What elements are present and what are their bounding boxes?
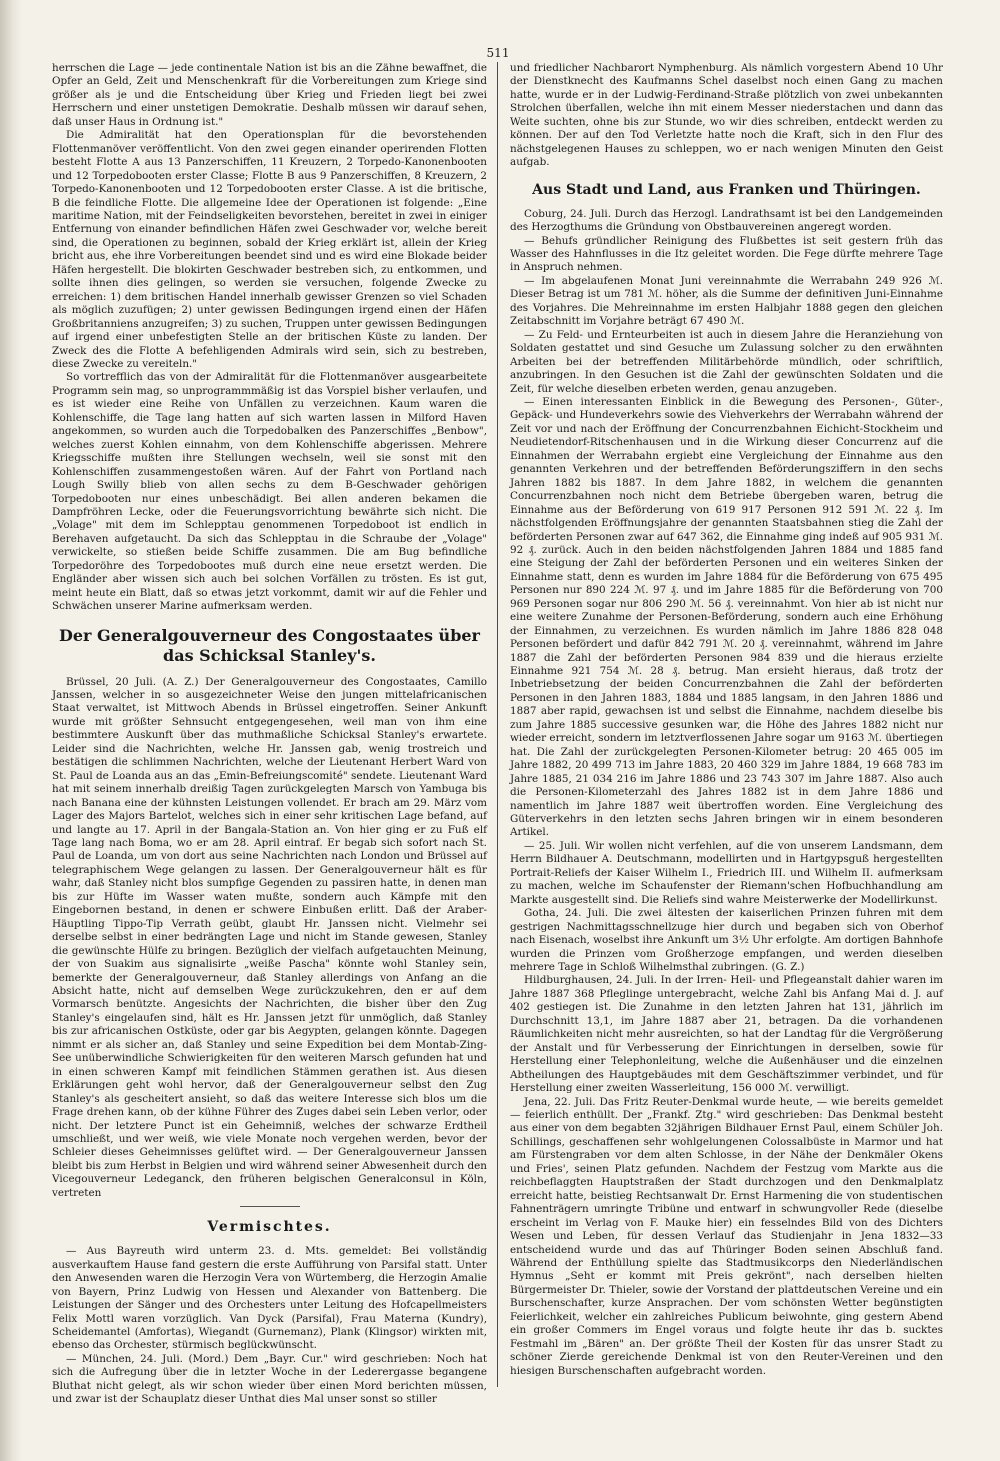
section-divider	[240, 1206, 300, 1207]
article-paragraph: Brüssel, 20 Juli. (A. Z.) Der Generalgouverneur des Congostaates, Camillo Janssen, welcher in so ausgezeichneter Weise den jungen mittelafricanischen Staat verwaltet, ist Mittwoch Abends in Brüssel eingetroffen. Seiner Ankunft wurde mit größter Sehnsucht entgegengesehen, weil man von ihm eine bestimmtere Auskunft über das muthmaßliche Schicksal Stanley's erwartete. Leider sind die Nachrichten, welche Hr. Janssen gab, wenig trostreich und bestätigen die schlimmen Nachrichten, welche der Lieutenant Herbert Ward von St. Paul de Loanda aus an das „Emin-Befreiungscomité" sendete. Lieutenant Ward hat mit seinem innerhalb dreißig Tagen zurückgelegten Marsch von Yambuga bis nach Banana eine der kühnsten Leistungen vollendet. Er brach am 29. März vom Lager des Majors Bartelot, welches sich in einer sehr kritischen Lage befand, auf und langte au 17. April in der Bangala-Station an. Von hier ging er zu Fuß elf Tage lang nach Boma, wo er am 28. April eintraf. Er begab sich sofort nach St. Paul de Loanda, um von dort aus seine Nachrichten nach London und Brüssel auf telegraphischem Wege gelangen zu lassen. Der Generalgouverneur hält es für wahr, daß Stanley nicht blos sumpfige Gegenden zu passiren hatte, in denen man bis zur Hüfte im Wasser waten mußte, sondern auch Kämpfe mit den Eingebornen bestand, in denen er schwere Einbußen erlitt. Daß der Araber-Häuptling Tippo-Tip Verrath geübt, glaubt Hr. Janssen nicht. Vielmehr sei derselbe selbst in einer bedrängten Lage und nicht im Stande gewesen, Stanley die gewünschte Hülfe zu bringen. Bezüglich der vielfach aufgetauchten Meinung, der von Suakim aus signalisirte „weiße Pascha" könnte wohl Stanley sein, bemerkte der Generalgouverneur, daß Stanley allerdings von Anfang an die Absicht hatte, nicht auf demselben Wege zurückzukehren, den er auf dem Vormarsch benützte. Angesichts der Nachrichten, die bisher über den Zug Stanley's eingelaufen sind, hält es Hr. Janssen jetzt für unmöglich, daß Stanley bis zur africanischen Ostküste, oder gar bis Aegypten, gelangen könnte. Dagegen nimmt er als sicher an, daß Stanley und seine Expedition bei dem Montab-Zing-See unüberwindliche Schwierigkeiten für den weiteren Marsch gefunden hat und in einen schweren Kampf mit feindlichen Stämmen gerathen ist. Aus diesen Erklärungen geht wohl hervor, daß der Generalgouverneur selbst den Zug Stanley's als gescheitert ansieht, so daß das weitere Interesse sich blos um die Frage drehen kann, ob der kühne Führer des Zuges dabei sein Leben verlor, oder nicht. Der letztere Punct ist ein Geheimniß, welches der schwarze Erdtheil umschließt, und wer weiß, wie viele Monate noch vergehen werden, bevor der Schleier dieses Geheimnisses gelüftet wird. — Der Generalgouverneur Janssen bleibt bis zum Herbst in Belgien und wird während seiner Abwesenheit durch den Vicegouverneur Ledeganck, den früheren belgischen Generalconsul in Köln, vertreten	[52, 675, 487, 1199]
article-headline-congo: Der Generalgouverneur des Congostaates über das Schicksal Stanley's.	[59, 625, 480, 665]
section-headline-stadt-land: Aus Stadt und Land, aus Franken und Thüringen.	[532, 181, 921, 198]
right-column	[510, 62, 943, 1391]
news-item: — Einen interessanten Einblick in die Bewegung des Personen-, Güter-, Gepäck- und Hundeverkehrs sowie des Viehverkehrs der Werrabahn während der Zeit vor und nach der Eröffnung der Concurrenzbahnen Eichicht-Stockheim und Neudietendorf-Ritschenhausen und in die Wirkung dieser Concurrenz auf die Einnahmen der Werrabahn ergiebt eine Vergleichung der Einnahme aus den genannten Verkehren und der betreffenden Beförderungsziffern in den sechs Jahren 1882 bis 1887. In dem Jahre 1882, in welchem die genannten Concurrenzbahnen noch nicht dem Betriebe übergeben waren, betrug die Einnahme aus der Beförderung von 619 917 Personen 912 591 ℳ. 22 ₰. Im nächstfolgenden Eröffnungsjahre der genannten Staatsbahnen stieg die Zahl der beförderten Personen zwar auf 647 362, die Einnahme ging indeß auf 905 931 ℳ. 92 ₰. zurück. Auch in den beiden nächstfolgenden Jahren 1884 und 1885 fand eine Steigung der Zahl der beförderten Personen und ein weiteres Sinken der Einnahme statt, denn es wurden im Jahre 1884 für die Beförderung von 675 495 Personen nur 890 224 ℳ. 97 ₰. und im Jahre 1885 für die Beförderung von 700 969 Personen sogar nur 806 290 ℳ. 56 ₰. vereinnahmt. Von hier ab ist nicht nur eine weitere Zunahme der Personen-Beförderung, sondern auch eine Erhöhung der Einnahmen, zu verzeichnen. Es wurden nämlich im Jahre 1886 828 048 Personen befördert und dafür 842 791 ℳ. 20 ₰. vereinnahmt, während im Jahre 1887 die Zahl der beförderten Personen 984 839 und die hieraus erzielte Einnahme 921 754 ℳ. 28 ₰. betrug. Man ersieht hieraus, daß trotz der Inbetriebsetzung der beiden Concurrenzbahnen die Zahl der beförderten Personen in den Jahren 1883, 1884 und 1885 langsam, in den Jahren 1886 und 1887 aber rapid, gewachsen ist und selbst die Einnahme, nachdem dieselbe bis zum Jahre 1885 successive gesunken war, die Höhe des Jahres 1882 nicht nur wieder erreicht, sondern im letztverflossenen Jahre sogar um 9163 ℳ. übertiegen hat. Die Zahl der zurückgelegten Personen-Kilometer betrug: 20 465 005 im Jahre 1882, 20 499 713 im Jahre 1883, 20 460 329 im Jahre 1884, 19 668 783 im Jahre 1885, 21 034 216 im Jahre 1886 und 23 743 307 im Jahre 1887. Also auch die Personen-Kilometerzahl des Jahres 1882 ist in dem Jahre 1886 und namentlich im Jahre 1887 weit übertroffen worden. Eine Vergleichung des Güterverkehrs in den letzten sechs Jahren bringen wir in einem besonderen Artikel.	[510, 395, 944, 839]
article-paragraph: So vortrefflich das von der Admiralität für die Flottenmanöver ausgearbeitete Programm sein mag, so unprogrammmäßig ist das Vorspiel bisher verlaufen, und es ist wieder eine Reihe von Unfällen zu verzeichnen. Kaum waren die Kohlenschiffe, die Tage lang hatten auf sich warten lassen in Milford Haven angekommen, so wurden auch die Torpedobalken des Panzerschiffes „Benbow", welches zuerst Kohlen einnahm, von dem Kohlenschiffe abgerissen. Mehrere Kriegsschiffe mußten ihre Stellungen wechseln, weil sie sonst mit den Kohlenschiffen zusammengestoßen wären. Auf der Fahrt von Portland nach Lough Swilly blieb von allen sechs zu dem B-Geschwader gehörigen Torpedobooten nur eines unbeschädigt. Bei allen anderen bekamen die Dampfröhren Lecke, oder die Feuerungsvorrichtung bewährte sich nicht. Die „Volage" mit dem im Schlepptau genommenen Torpedoboot ist endlich in Berehaven aufgetaucht. Da sich das Schlepptau in die Schraube der „Volage" verwickelte, so stießen beide Schiffe zusammen. Die am Bug befindliche Torpedoröhre des Torpedobootes muß durch eine neue ersetzt werden. Die Engländer aber wissen sich auch bei solchen Vorfällen zu trösten. Es ist gut, meint heute ein Blatt, daß so etwas jetzt vorkommt, damit wir auf die Fehler und Schwächen unserer Marine aufmerksam werden.	[52, 371, 487, 613]
left-column	[52, 62, 487, 1406]
column-divider	[497, 62, 498, 1387]
news-item: — München, 24. Juli. (Mord.) Dem „Bayr. Cur." wird geschrieben: Noch hat sich die Aufregung über die in letzter Woche in der Lederergasse begangene Bluthat nicht gelegt, als wir schon wieder über einen Mord berichten müssen, und zwar ist der Schauplatz dieser Unthat dies Mal unser sonst so stiller	[52, 1352, 487, 1406]
article-continuation: und friedlicher Nachbarort Nymphenburg. Als nämlich vorgestern Abend 10 Uhr der Dienstknecht des Kaufmanns Schel daselbst noch einen Gang zu machen hatte, wurde er in der Ludwig-Ferdinand-Straße plötzlich von zwei unbekannten Strolchen überfallen, welche ihn mit einem Messer niederstachen und dann das Weite suchten, ohne bis zur Stunde, wo wir dies schreiben, entdeckt werden zu können. Der auf den Tod Verletzte hatte noch die Kraft, sich in den Flur des nächstgelegenen Hauses zu schleppen, wo er nach wenigen Minuten den Geist aufgab.	[510, 62, 943, 169]
news-item: — 25. Juli. Wir wollen nicht verfehlen, auf die von unserem Landsmann, dem Herrn Bildhauer A. Deutschmann, modellirten und in Hartgypsguß hergestellten Portrait-Reliefs der Kaiser Wilhelm I., Friedrich III. und Wilhelm II. aufmerksam zu machen, welche im Schaufenster der Riemann'schen Hofbuchhandlung am Markte ausgestellt sind. Die Reliefs sind wahre Meisterwerke der Modellirkunst.	[510, 839, 943, 906]
news-item: — Zu Feld- und Ernteurbeiten ist auch in diesem Jahre die Heranziehung von Soldaten gestattet und sind Gesuche um Zulassung solcher zu den erwähnten Arbeiten bei der betreffenden Militärbehörde mündlich, oder schriftlich, anzubringen. In den Gesuchen ist die Zahl der gewünschten Soldaten und die Zeit, für welche dieselben erbeten werden, genau anzugeben.	[510, 328, 943, 395]
article-paragraph: Die Admiralität hat den Operationsplan für die bevorstehenden Flottenmanöver veröffentlicht. Von den zwei gegen einander operirenden Flotten besteht Flotte A aus 13 Panzerschiffen, 11 Kreuzern, 2 Torpedo-Kanonenbooten und 12 Torpedobooten erster Classe; Flotte B aus 9 Panzerschiffen, 8 Kreuzern, 2 Torpedo-Kanonenbooten und 12 Torpedobooten erster Classe. A ist die britische, B die feindliche Flotte. Die allgemeine Idee der Operationen ist folgende: „Eine maritime Nation, mit der Feindseligkeiten bevorstehen, bereitet in zwei in einiger Entfernung von einander befindlichen Häfen zwei Geschwader vor, welche bereit sind, die Operationen zu beginnen, sobald der Krieg erklärt ist, allein der Krieg bricht aus, ehe ihre Vorbereitungen beendet sind und es wird eine Blokade beider Häfen hergestellt. Die blokirten Geschwader bestreben sich, zu entkommen, und sollte ihnen dies gelingen, so werden sie versuchen, folgende Zwecke zu erreichen: 1) dem britischen Handel innerhalb gewisser Grenzen so viel Schaden als möglich zuzufügen; 2) unter gewissen Bedingungen irgend einen der Häfen Großbritanniens anzugreifen; 3) zu suchen, Truppen unter gewissen Bedingungen auf irgend einer unbefestigten Stelle an der britischen Küste zu landen. Der Zweck des die Flotte A befehligenden Admirals wird sein, sich zu bestreben, diese Zwecke zu vereiteln."	[52, 129, 487, 370]
news-item: — Behufs gründlicher Reinigung des Flußbettes ist seit gestern früh das Wasser des Hahnflusses in die Itz geleitet worden. Die Fege dürfte mehrere Tage in Anspruch nehmen.	[510, 234, 943, 274]
news-item: Jena, 22. Juli. Das Fritz Reuter-Denkmal wurde heute, — wie bereits gemeldet — feierlich enthüllt. Der „Frankf. Ztg." wird geschrieben: Das Denkmal besteht aus einer von dem begabten 32jährigen Bildhauer Ernst Paul, einem Schüler Joh. Schillings, geschaffenen sehr wohlgelungenen Colossalbüste in Marmor und hat am Fürstengraben vor dem alten Schlosse, in der Nähe der Denkmäler Okens und Fries', seinen Platz gefunden. Nachdem der Festzug vom Markte aus die reichbeflaggten Hauptstraßen der Stadt durchzogen und den Denkmalplatz erreicht hatte, beistieg Rechtsanwalt Dr. Ernst Harmening die von studentischen Fahnenträgern umringte Tribüne und entwarf in schwungvoller Rede (dieselbe erscheint im Verlag von F. Mauke hier) ein fesselndes Bild von des Dichters Wesen und Leben, für dessen Verlauf das Studienjahr in Jena 1832—33 entscheidend wurde und das auf Thüringer Boden seinen Abschluß fand. Während der Enthüllung spielte das Stadtmusikcorps den Niederländischen Hymnus „Seht er kommt mit Preis gekrönt", nach derselben hielten Bürgermeister Dr. Thieler, sowie der Vorstand der plattdeutschen Vereine und ein Burschenschafter, kurze Ansprachen. Der vom schönsten Wetter begünstigten Feierlichkeit, welcher ein zahlreiches Publicum beiwohnte, ging gestern Abend ein großer Commers im Engel voraus und folgte heute ihr das b. sucktes Festmahl im „Bären" an. Der größte Theil der Kosten für das unsrer Stadt zu schöner Zierde gereichende Denkmal ist von den Reuter-Vereinen und den hiesigen Burschenschaften aufgebracht worden.	[510, 1095, 943, 1377]
news-item: — Im abgelaufenen Monat Juni vereinnahmte die Werrabahn 249 926 ℳ. Dieser Betrag ist um 781 ℳ. höher, als die Summe der definitiven Juni-Einnahme des Vorjahres. Die Mehreinnahme im ersten Halbjahr 1888 gegen den gleichen Zeitabschnitt im Vorjahre beträgt 67 490 ℳ.	[510, 274, 943, 328]
article-continuation: herrschen die Lage — jede continentale Nation ist bis an die Zähne bewaffnet, die Opfer an Geld, Zeit und Menschenkraft für die Vorbereitungen zum Kriege sind größer als je und die Entscheidung über Krieg und Frieden liegt bei zwei Herrschern und einer unstetigen Demokratie. Deshalb müssen wir darauf sehen, daß unser Haus in Ordnung ist."	[52, 62, 487, 128]
news-item: — Aus Bayreuth wird unterm 23. d. Mts. gemeldet: Bei vollständig ausverkauftem Hause fand gestern die erste Aufführung von Parsifal statt. Unter den Anwesenden waren die Herzogin Vera von Würtemberg, die Herzogin Amalie von Bayern, Prinz Ludwig von Hessen und Alexander von Battenberg. Die Leistungen der Sänger und des Orchesters unter Leitung des Hofcapellmeisters Felix Mottl waren vorzüglich. Van Dyck (Parsifal), Frau Materna (Kundry), Scheidemantel (Amfortas), Wiegandt (Gurnemanz), Plank (Klingsor) wirkten mit, ebenso das Orchester, stürmisch beglückwünscht.	[52, 1245, 487, 1352]
page-number: 511	[486, 46, 510, 60]
news-item: Coburg, 24. Juli. Durch das Herzogl. Landrathsamt ist bei den Landgemeinden des Herzogthums die Gründung von Obstbauvereinen angeregt worden.	[510, 207, 943, 234]
news-item: Gotha, 24. Juli. Die zwei ältesten der kaiserlichen Prinzen fuhren mit dem gestrigen Nachmittagsschnellzuge hier durch und begaben sich von Oberhof nach Eisenach, woselbst ihre Ankunft um 3½ Uhr erfolgte. Am dortigen Bahnhofe wurden die Prinzen vom Großherzoge empfangen, und werden dieselben mehrere Tage in Schloß Wilhelmsthal zubringen. (G. Z.)	[510, 907, 943, 973]
page-edge-shadow	[0, 0, 22, 1461]
news-item: Hildburghausen, 24. Juli. In der Irren- Heil- und Pflegeanstalt dahier waren im Jahre 1887 368 Pfleglinge untergebracht, welche Zahl bis Anfang Mai d. J. auf 402 gestiegen ist. Die Zunahme in den letzten Jahren hat 131, jährlich im Durchschnitt 13,1, im Jahre 1887 aber 21, betragen. Da die vorhandenen Räumlichkeiten nicht mehr ausreichten, so hat der Landtag für die Vergrößerung der Anstalt und für Verbesserung der Einrichtungen in derselben, sowie für Herstellung einer Telephonleitung, welche die Außenhäuser und die einzelnen Abtheilungen des Hauptgebäudes mit dem Geschäftszimmer verbindet, und für Herstellung einer zweiten Wasserleitung, 156 000 ℳ. verwilligt.	[510, 974, 943, 1095]
section-headline-vermischtes: Vermischtes.	[207, 1219, 332, 1236]
